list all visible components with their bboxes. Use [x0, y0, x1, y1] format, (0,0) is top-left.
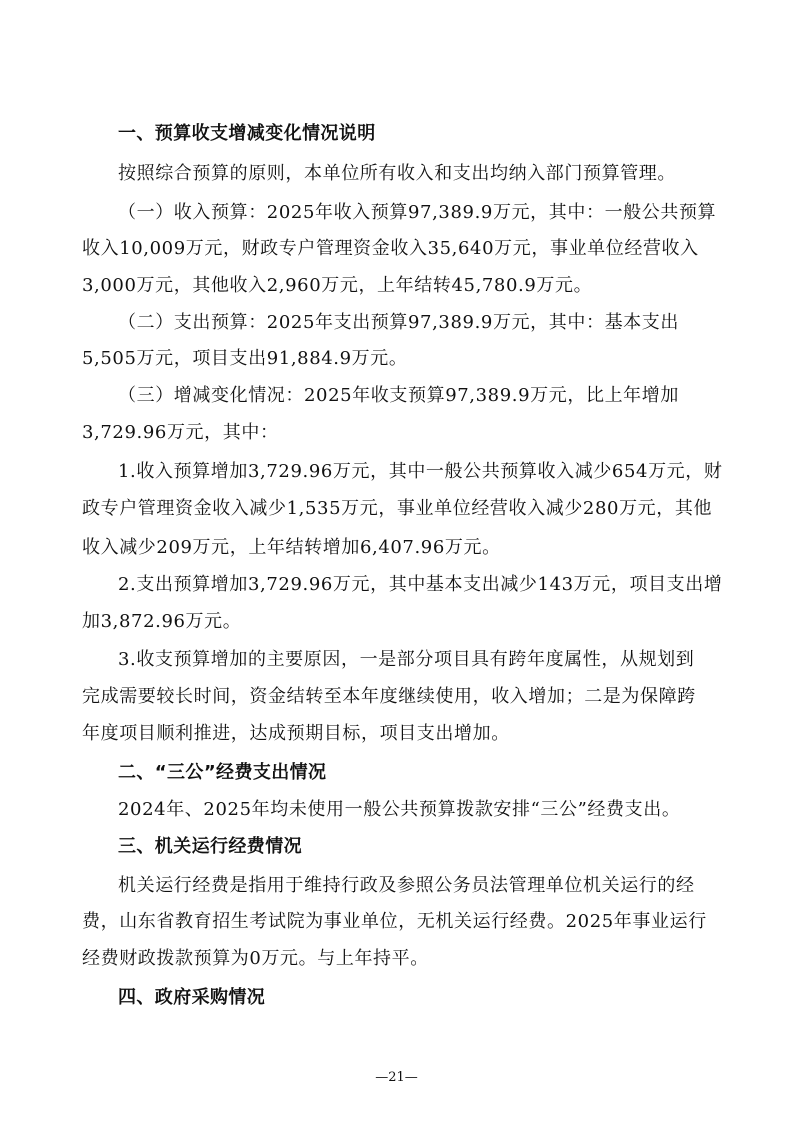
paragraph-income-line: 收入10,009万元，财政专户管理资金收入35,640万元，事业单位经营收入 — [82, 238, 699, 259]
paragraph-item3-line: 完成需要较长时间，资金结转至本年度继续使用，收入增加；二是为保障跨 — [82, 686, 696, 707]
paragraph-intro: 按照综合预算的原则，本单位所有收入和支出均纳入部门预算管理。 — [118, 163, 676, 184]
paragraph-income-line: 3,000万元，其他收入2,960万元，上年结转45,780.9万元。 — [82, 275, 593, 296]
paragraph-item2-line: 加3,872.96万元。 — [82, 611, 242, 632]
paragraph-expenditure-line: （二）支出预算：2025年支出预算97,389.9万元，其中：基本支出 — [118, 312, 679, 333]
page-number: —21— — [375, 1070, 418, 1085]
paragraph-operating-cost-line: 经费财政拨款预算为0万元。与上年持平。 — [82, 948, 429, 969]
section-heading-budget-change: 一、预算收支增减变化情况说明 — [118, 123, 376, 144]
paragraph-change-line: （三）增减变化情况：2025年收支预算97,389.9万元，比上年增加 — [118, 385, 679, 406]
paragraph-operating-cost-line: 费，山东省教育招生考试院为事业单位，无机关运行经费。2025年事业运行 — [82, 911, 707, 932]
paragraph-three-public: 2024年、2025年均未使用一般公共预算拨款安排“三公”经费支出。 — [118, 799, 681, 820]
paragraph-item2-line: 2.支出预算增加3,729.96万元，其中基本支出减少143万元，项目支出增 — [118, 574, 723, 595]
paragraph-item3-line: 3.收支预算增加的主要原因，一是部分项目具有跨年度属性，从规划到 — [118, 649, 695, 670]
section-heading-procurement: 四、政府采购情况 — [118, 987, 266, 1008]
paragraph-item3-line: 年度项目顺利推进，达成预期目标，项目支出增加。 — [82, 723, 510, 744]
paragraph-item1-line: 政专户管理资金收入减少1,535万元，事业单位经营收入减少280万元，其他 — [82, 498, 713, 519]
paragraph-item1-line: 1.收入预算增加3,729.96万元，其中一般公共预算收入减少654万元，财 — [118, 461, 723, 482]
paragraph-change-line: 3,729.96万元，其中： — [82, 422, 279, 443]
paragraph-expenditure-line: 5,505万元，项目支出91,884.9万元。 — [82, 348, 408, 369]
paragraph-income-line: （一）收入预算：2025年收入预算97,389.9万元，其中：一般公共预算 — [118, 202, 717, 223]
section-heading-three-public: 二、“三公”经费支出情况 — [118, 762, 327, 783]
paragraph-operating-cost-line: 机关运行经费是指用于维持行政及参照公务员法管理单位机关运行的经 — [118, 875, 695, 896]
paragraph-item1-line: 收入减少209万元，上年结转增加6,407.96万元。 — [82, 537, 501, 558]
section-heading-operating-cost: 三、机关运行经费情况 — [118, 836, 302, 857]
